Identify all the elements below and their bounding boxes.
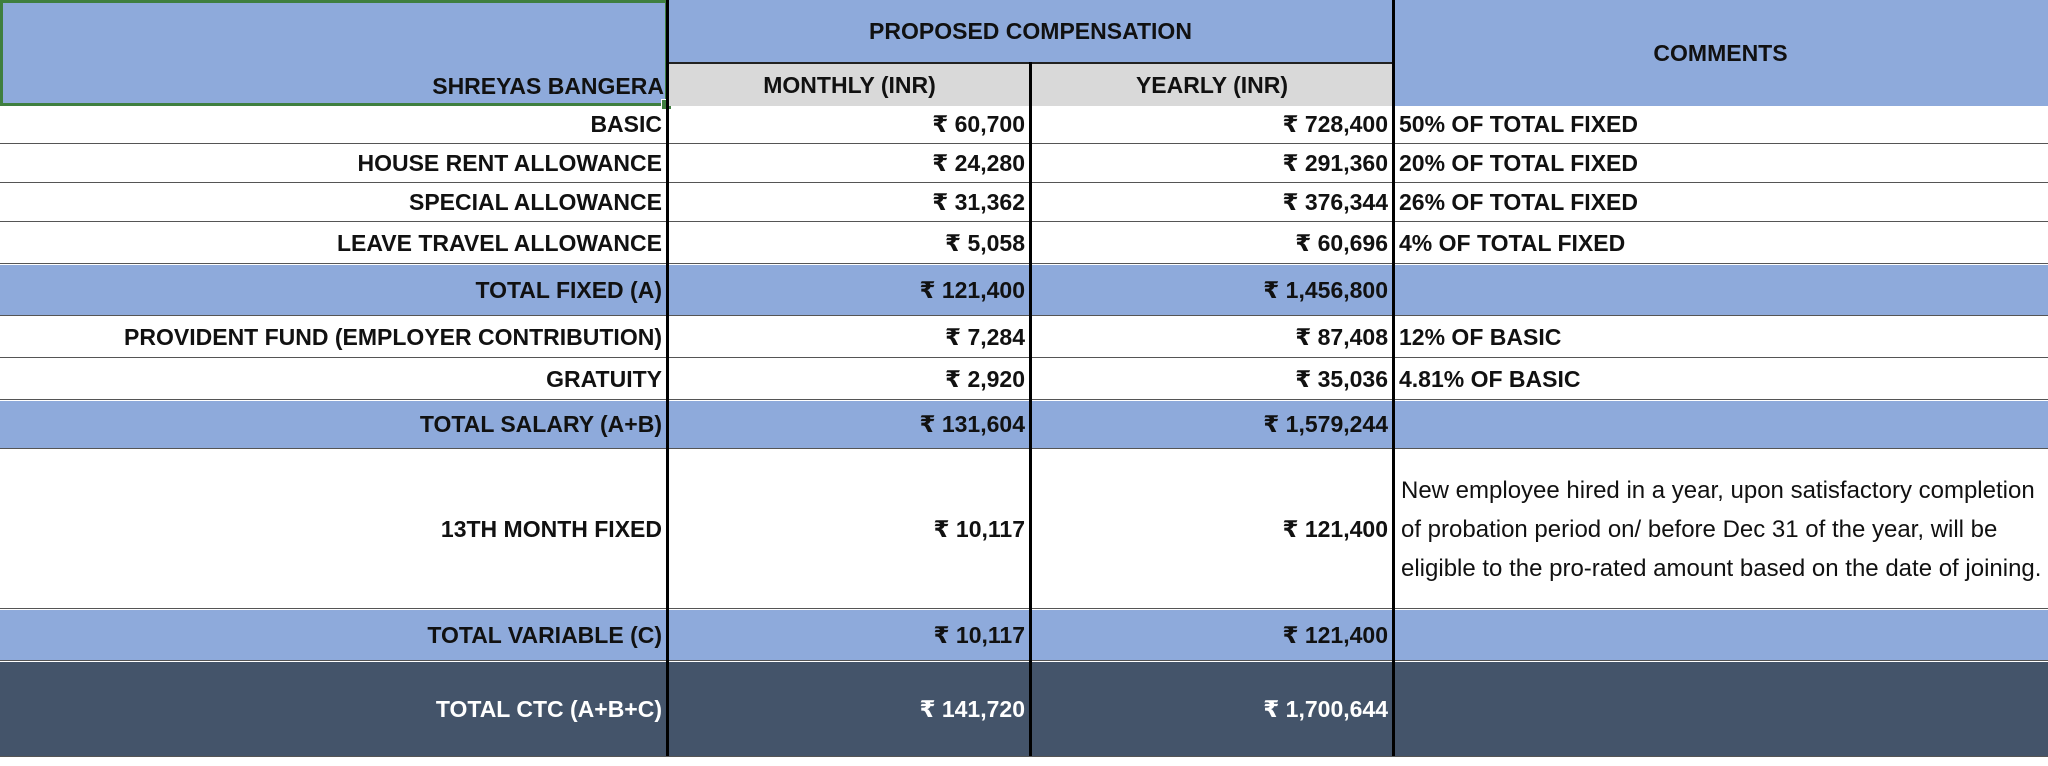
cell-label[interactable]: 13TH MONTH FIXED [440,515,662,542]
cell-comment[interactable] [1395,662,2048,756]
row-separator [0,263,2048,264]
grid-line [1029,62,1032,756]
cell-comment[interactable] [1395,610,2048,660]
comments-label: COMMENTS [1653,39,1788,66]
cell-monthly[interactable]: ₹ 10,117 [669,610,1029,660]
cell-yearly[interactable]: ₹ 728,400 [1282,111,1388,137]
cell-yearly[interactable]: ₹ 35,036 [1295,365,1388,392]
cell-yearly[interactable]: ₹ 1,579,244 [1032,401,1392,448]
row-separator [0,399,2048,400]
cell-monthly[interactable]: ₹ 10,117 [933,515,1025,542]
cell-label[interactable]: TOTAL VARIABLE (C) [0,610,666,660]
cell-label[interactable]: BASIC [590,111,662,137]
cell-label[interactable]: GRATUITY [546,365,662,392]
cell-yearly[interactable]: ₹ 121,400 [1032,610,1392,660]
cell-comment[interactable] [1395,265,2048,315]
cell-yearly[interactable]: ₹ 60,696 [1295,229,1388,256]
proposed-compensation-label: PROPOSED COMPENSATION [869,17,1192,44]
employee-name: SHREYAS BANGERA [432,73,664,99]
cell-yearly[interactable]: ₹ 376,344 [1282,189,1388,215]
cell-yearly[interactable]: ₹ 1,456,800 [1032,265,1392,315]
cell-monthly[interactable]: ₹ 31,362 [932,189,1025,215]
grid-line [666,0,669,756]
cell-proposed-header[interactable] [668,0,1393,62]
cell-monthly[interactable]: ₹ 7,284 [945,323,1025,350]
row-separator [0,756,2048,757]
cell-comment[interactable]: 50% OF TOTAL FIXED [1399,111,1638,137]
cell-yearly[interactable]: ₹ 291,360 [1282,150,1388,176]
row-separator [0,448,2048,449]
grid-line [1392,0,1395,756]
cell-label[interactable]: TOTAL SALARY (A+B) [0,401,666,448]
yearly-label: YEARLY (INR) [1135,71,1289,98]
row-separator [0,315,2048,316]
cell-label[interactable]: SPECIAL ALLOWANCE [408,189,662,215]
cell-monthly[interactable]: ₹ 141,720 [669,662,1029,756]
cell-comments-header[interactable] [1393,0,2048,106]
cell-comment[interactable]: 4% OF TOTAL FIXED [1399,229,1626,256]
cell-label[interactable]: HOUSE RENT ALLOWANCE [357,150,662,176]
cell-label[interactable]: TOTAL CTC (A+B+C) [0,662,666,756]
row-separator [0,660,2048,661]
cell-comment[interactable] [1395,401,2048,448]
cell-monthly[interactable]: ₹ 5,058 [945,229,1025,256]
cell-monthly[interactable]: ₹ 2,920 [945,365,1025,392]
cell-comment[interactable]: 26% OF TOTAL FIXED [1399,189,1638,215]
row-separator [0,182,2048,183]
cell-yearly[interactable]: ₹ 87,408 [1295,323,1388,350]
row-separator [0,221,2048,222]
cell-yearly[interactable]: ₹ 1,700,644 [1032,662,1392,756]
row-separator [0,608,2048,609]
cell-monthly[interactable]: ₹ 121,400 [669,265,1029,315]
cell-label[interactable]: LEAVE TRAVEL ALLOWANCE [337,229,662,256]
row-separator [0,357,2048,358]
cell-comment[interactable]: 20% OF TOTAL FIXED [1399,150,1638,176]
row-separator [0,143,2048,144]
cell-monthly[interactable]: ₹ 131,604 [669,401,1029,448]
cell-monthly[interactable]: ₹ 24,280 [932,150,1025,176]
cell-yearly[interactable]: ₹ 121,400 [1282,515,1388,542]
monthly-label: MONTHLY (INR) [763,71,936,98]
cell-name-header[interactable] [0,0,668,106]
cell-comment[interactable]: New employee hired in a year, upon satisfactory completion of probation period on/ before Dec 31 of the year, will be eligible to the pro-rated amount based on the date of joining. [1401,476,2042,582]
cell-comment[interactable]: 4.81% OF BASIC [1399,365,1581,392]
cell-label[interactable]: PROVIDENT FUND (EMPLOYER CONTRIBUTION) [124,323,662,350]
cell-yearly-header[interactable] [1031,64,1393,106]
cell-comment[interactable]: 12% OF BASIC [1399,323,1562,350]
cell-monthly-header[interactable] [668,64,1031,106]
cell-label[interactable]: TOTAL FIXED (A) [0,265,666,315]
cell-monthly[interactable]: ₹ 60,700 [932,111,1025,137]
